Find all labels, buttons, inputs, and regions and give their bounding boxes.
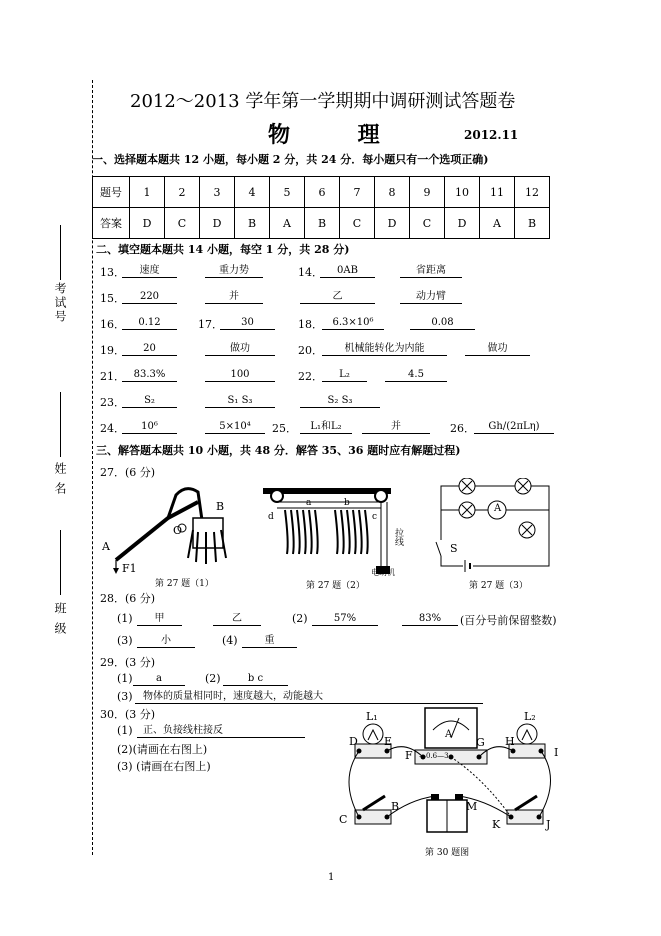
answer-cell: C (340, 208, 375, 239)
q18-label: 18． (298, 318, 323, 331)
q22-answer-2: 4.5 (385, 368, 447, 382)
term-b: B (391, 800, 400, 813)
q28-answer-3: 57% (312, 612, 378, 626)
q17-label: 17． (198, 318, 223, 331)
term-f: F (405, 749, 413, 762)
q28-part1: (1) (117, 612, 133, 625)
q28-answer-2: 乙 (213, 612, 261, 626)
q16-label: 16． (100, 318, 125, 331)
q19-answer-1: 20 (122, 342, 177, 356)
q26-answer: Gh/(2πLη) (474, 420, 554, 434)
q23-answer-2: S₁ S₃ (205, 394, 275, 408)
q14-answer-1: 0AB (320, 264, 375, 278)
answer-cell: D (130, 208, 165, 239)
q21-label: 21． (100, 370, 125, 383)
fig27-1-caption: 第 27 题（1） (155, 579, 214, 589)
q29-part2: (2) (205, 672, 221, 685)
term-h: H (505, 735, 515, 748)
fig30-caption: 第 30 题图 (425, 848, 470, 858)
answer-cell: B (235, 208, 270, 239)
q30-label: 30．(3 分) (100, 708, 156, 721)
section2-heading: 二、填空题本题共 14 小题，每空 1 分，共 28 分) (96, 243, 350, 256)
q28-answer-1: 甲 (137, 612, 182, 626)
q23-answer-3: S₂ S₃ (300, 394, 380, 408)
question-number: 2 (165, 177, 200, 208)
answer-cell: B (305, 208, 340, 239)
fig27-3-caption: 第 27 题（3） (469, 581, 528, 591)
lever-label-b: B (216, 500, 225, 513)
q23-answer-1: S₂ (122, 394, 177, 408)
q19-label: 19． (100, 344, 125, 357)
lever-label-f1: F1 (122, 562, 137, 575)
table-row (93, 177, 550, 208)
question-number: 12 (515, 177, 550, 208)
q13-label: 13． (100, 266, 125, 279)
answer-cell: D (375, 208, 410, 239)
q20-answer-1: 机械能转化为内能 (322, 342, 447, 356)
question-number: 6 (305, 177, 340, 208)
term-m: M (466, 800, 478, 813)
q29-answer-1: a (133, 672, 185, 686)
q29-part1: (1) (117, 672, 133, 685)
curtain-figure (263, 482, 393, 577)
row-label: 答案 (93, 208, 130, 239)
q18-answer-1: 6.3×10⁶ (322, 316, 384, 330)
q20-answer-2: 做功 (465, 342, 530, 356)
curtain-label-a: a (306, 498, 312, 508)
page-number: 1 (328, 872, 335, 883)
lever-label-a: A (102, 540, 110, 553)
q28-part4: (4) (222, 634, 238, 647)
question-number: 5 (270, 177, 305, 208)
term-i: I (554, 746, 559, 759)
q21-answer-2: 100 (205, 368, 275, 382)
question-number: 7 (340, 177, 375, 208)
question-number: 3 (200, 177, 235, 208)
curtain-label-b: b (344, 498, 350, 508)
q29-label: 29．(3 分) (100, 656, 156, 669)
q30-answer-1: 正、负接线柱接反 (137, 724, 305, 738)
answer-cell: D (200, 208, 235, 239)
q15-answer-1: 220 (122, 290, 177, 304)
row-label: 题号 (93, 177, 130, 208)
q28-part3: (3) (117, 634, 133, 647)
q30-part3: (3) (请画在右图上) (117, 760, 211, 773)
subject-title: 物 理 (268, 122, 410, 148)
q29-part3: (3) (117, 690, 133, 703)
q28-part2: (2) (292, 612, 308, 625)
section3-heading: 三、解答题本题共 10 小题，共 48 分．解答 35、36 题时应有解题过程) (96, 444, 461, 457)
switch-label: S (450, 542, 458, 555)
q28-answer-5: 小 (137, 634, 195, 648)
circuit-figure-27 (435, 478, 555, 578)
q23-label: 23． (100, 396, 125, 409)
question-number: 10 (445, 177, 480, 208)
section1-heading: 一、选择题本题共 12 小题，每小题 2 分，共 24 分．每小题只有一个选项正确) (92, 153, 489, 166)
q27-label: 27．(6 分) (100, 466, 156, 479)
q18-answer-2: 0.08 (410, 316, 475, 330)
exam-no-blank (60, 225, 61, 280)
meter-label-a: A (445, 729, 453, 740)
lamp-l1-label: L₁ (366, 710, 378, 723)
question-number: 9 (410, 177, 445, 208)
q13-answer-1: 速度 (122, 264, 177, 278)
term-k: K (492, 818, 501, 831)
term-j: J (546, 818, 551, 831)
q28-note: (百分号前保留整数) (460, 614, 557, 627)
q28-label: 28．(6 分) (100, 592, 156, 605)
question-number: 8 (375, 177, 410, 208)
q22-answer-1: L₂ (322, 368, 367, 382)
q24-label: 24． (100, 422, 125, 435)
q15-answer-4: 动力臂 (400, 290, 462, 304)
term-d: D (349, 735, 358, 748)
q26-label: 26． (450, 422, 475, 435)
answer-table (92, 176, 550, 239)
motor-label: 电动机 (371, 568, 395, 577)
question-number: 4 (235, 177, 270, 208)
q25-label: 25． (272, 422, 297, 435)
curtain-rope-label: 拉线 (393, 528, 403, 546)
q29-answer-2: b c (223, 672, 288, 686)
table-row (93, 208, 550, 239)
q28-answer-4: 83% (402, 612, 458, 626)
name-label: 姓 名 (53, 462, 67, 496)
curtain-label-d: d (268, 512, 274, 522)
q22-label: 22． (298, 370, 323, 383)
q14-label: 14． (298, 266, 323, 279)
q24-answer-1: 10⁶ (122, 420, 177, 434)
q24-answer-2: 5×10⁴ (205, 420, 265, 434)
term-e: E (384, 735, 393, 748)
answer-cell: A (480, 208, 515, 239)
answer-cell: B (515, 208, 550, 239)
q25-answer-2: 并 (362, 420, 430, 434)
q15-answer-3: 乙 (300, 290, 375, 304)
q13-answer-2: 重力势 (205, 264, 263, 278)
q19-answer-2: 做功 (205, 342, 275, 356)
term-g: G (476, 736, 485, 749)
q30-part2: (2)(请画在右图上) (117, 743, 208, 756)
answer-cell: C (165, 208, 200, 239)
q15-answer-2: 并 (205, 290, 263, 304)
class-blank (60, 530, 61, 595)
q16-answer: 0.12 (122, 316, 177, 330)
exam-date: 2012.11 (464, 128, 519, 142)
answer-cell: D (445, 208, 480, 239)
page-title: 2012～2013 学年第一学期期中调研测试答题卷 (130, 91, 516, 112)
exam-no-label: 考试号 (53, 282, 67, 324)
q30-part1: (1) (117, 724, 133, 737)
q25-answer-1: L₁和L₂ (300, 420, 352, 434)
q28-answer-6: 重 (242, 634, 297, 648)
class-label: 班 级 (53, 602, 67, 636)
q20-label: 20． (298, 344, 323, 357)
q21-answer-1: 83.3% (122, 368, 177, 382)
term-c: C (339, 813, 348, 826)
lever-label-o: O (173, 524, 183, 537)
q29-answer-3: 物体的质量相同时，速度越大，动能越大 (135, 690, 483, 704)
question-number: 1 (130, 177, 165, 208)
curtain-label-c: c (372, 512, 378, 522)
answer-cell: A (270, 208, 305, 239)
q14-answer-2: 省距离 (400, 264, 462, 278)
name-blank (60, 392, 61, 457)
question-number: 11 (480, 177, 515, 208)
fig27-2-caption: 第 27 题（2） (306, 581, 365, 591)
ammeter-label: A (494, 503, 502, 514)
q17-answer: 30 (220, 316, 275, 330)
lamp-l2-label: L₂ (524, 710, 536, 723)
q15-label: 15． (100, 292, 125, 305)
meter-scale: —0.6—3 (419, 752, 449, 760)
answer-cell: C (410, 208, 445, 239)
